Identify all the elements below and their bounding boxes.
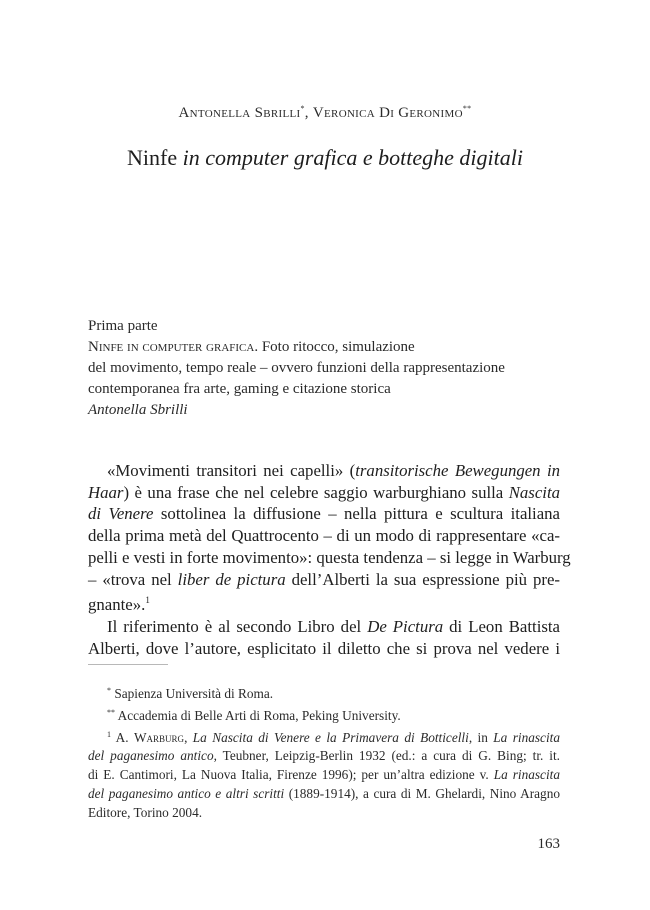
footnote-italic: La rinascita [493, 729, 560, 745]
part-heading-smallcaps: Ninfe in computer grafica [88, 339, 255, 355]
author-1-last: Sbrilli [254, 105, 301, 121]
page-number: 163 [537, 836, 560, 852]
part-heading-rest: . Foto ritocco, simulazione [254, 339, 415, 355]
footnote-text: (1889-1914), a cura di M. Ghelardi, Nino Aragno [284, 785, 560, 801]
footnote-text: , Teubner, Leipzig-Berlin 1932 (ed.: a cura di G. Bing; tr. it. [213, 748, 560, 764]
chapter-title [0, 145, 650, 171]
body-italic-span: Nascita [508, 482, 560, 502]
footnote-text: Accademia di Belle Arti di Roma, Peking University. [117, 707, 401, 723]
footnotes [88, 682, 560, 823]
body-line [88, 569, 560, 591]
body-text-span: dell’Alberti la sua espressione più pre- [285, 569, 561, 589]
author-2-middle: Di [379, 105, 395, 121]
body-text-span: gnante». [88, 595, 146, 615]
body-text-span: «Movimenti transitori nei capelli» ( [107, 461, 356, 480]
author-line [0, 104, 650, 122]
body-italic-span: di Venere [88, 504, 154, 524]
footnote-text: A. [115, 729, 134, 745]
author-2-footnote-mark: ** [462, 104, 472, 113]
part-heading-line-1 [88, 337, 568, 358]
body-text-span: Il riferimento è al secondo Libro del [107, 616, 368, 636]
footnote-text: di E. Cantimori, La Nuova Italia, Firenze 1996); per un’altra edizione v. [88, 767, 494, 783]
footnote-italic: La rinascita [493, 767, 560, 783]
part-label: Prima parte [88, 318, 158, 334]
body-line [88, 616, 560, 638]
author-separator: , [304, 105, 313, 121]
footnote-3-line [88, 747, 560, 766]
author-1-first: Antonella [178, 105, 251, 121]
body-line [88, 503, 560, 525]
footnote-italic: La Nascita di Venere e la Primavera di Botticelli [192, 729, 469, 745]
title-italic: in computer grafica e botteghe digitali [182, 145, 523, 170]
footnote-2 [88, 704, 560, 726]
body-text-span: sottolinea la diffusione – nella pittura e scultura italiana [153, 504, 561, 524]
author-2-first: Veronica [312, 105, 376, 121]
footnote-mark: ** [107, 707, 115, 717]
title-roman: Ninfe [127, 145, 178, 170]
body-italic-span: transitorische Bewegungen in [355, 461, 560, 480]
footnote-text: , in [468, 729, 494, 745]
footnote-mark: * [107, 686, 111, 695]
footnote-3-line [88, 726, 560, 748]
body-line [88, 482, 560, 504]
part-author: Antonella Sbrilli [88, 402, 188, 418]
footnote-text: , [184, 729, 193, 745]
body-text-span: – «trova nel [88, 569, 178, 589]
body-italic-span: Haar [88, 482, 124, 502]
footnote-smallcaps: Warburg [134, 729, 185, 745]
body-line: pelli e vesti in forte movimento»: questa tendenza – si legge in Warburg [88, 547, 571, 567]
footnote-ref-1[interactable]: 1 [145, 595, 150, 606]
part-heading [88, 316, 568, 421]
body-text-span: di Leon Battista [443, 616, 561, 636]
body-line: Alberti, dove l’autore, esplicitato il diletto che si prova nel vedere i [88, 638, 560, 658]
footnote-text: Sapienza Università di Roma. [114, 686, 274, 701]
body-line: della prima metà del Quattrocento – di un modo di rappresentare «ca- [88, 526, 560, 546]
part-heading-line-2: del movimento, tempo reale – ovvero funzioni della rappresentazione [88, 360, 505, 376]
author-2-last: Geronimo [398, 105, 463, 121]
footnote-3-line [88, 766, 560, 785]
body-text-span: ) è una frase che nel celebre saggio warburghiano sulla [123, 482, 509, 502]
body-italic-span: De Pictura [367, 616, 444, 636]
body-line [88, 460, 560, 482]
author-1-footnote-mark: * [300, 104, 305, 113]
part-heading-line-3: contemporanea fra arte, gaming e citazione storica [88, 381, 391, 397]
body-italic-span: liber de pictura [177, 569, 286, 589]
footnote-divider [88, 664, 168, 665]
footnote-3-line: Editore, Torino 2004. [88, 804, 203, 820]
footnote-mark: 1 [107, 729, 111, 739]
footnote-italic: del paganesimo antico e altri scritti [88, 785, 285, 801]
body-text [88, 460, 571, 659]
footnote-1 [88, 682, 560, 704]
footnote-3-line [88, 785, 560, 804]
footnote-italic: del paganesimo antico [88, 748, 214, 764]
body-line [88, 590, 560, 616]
